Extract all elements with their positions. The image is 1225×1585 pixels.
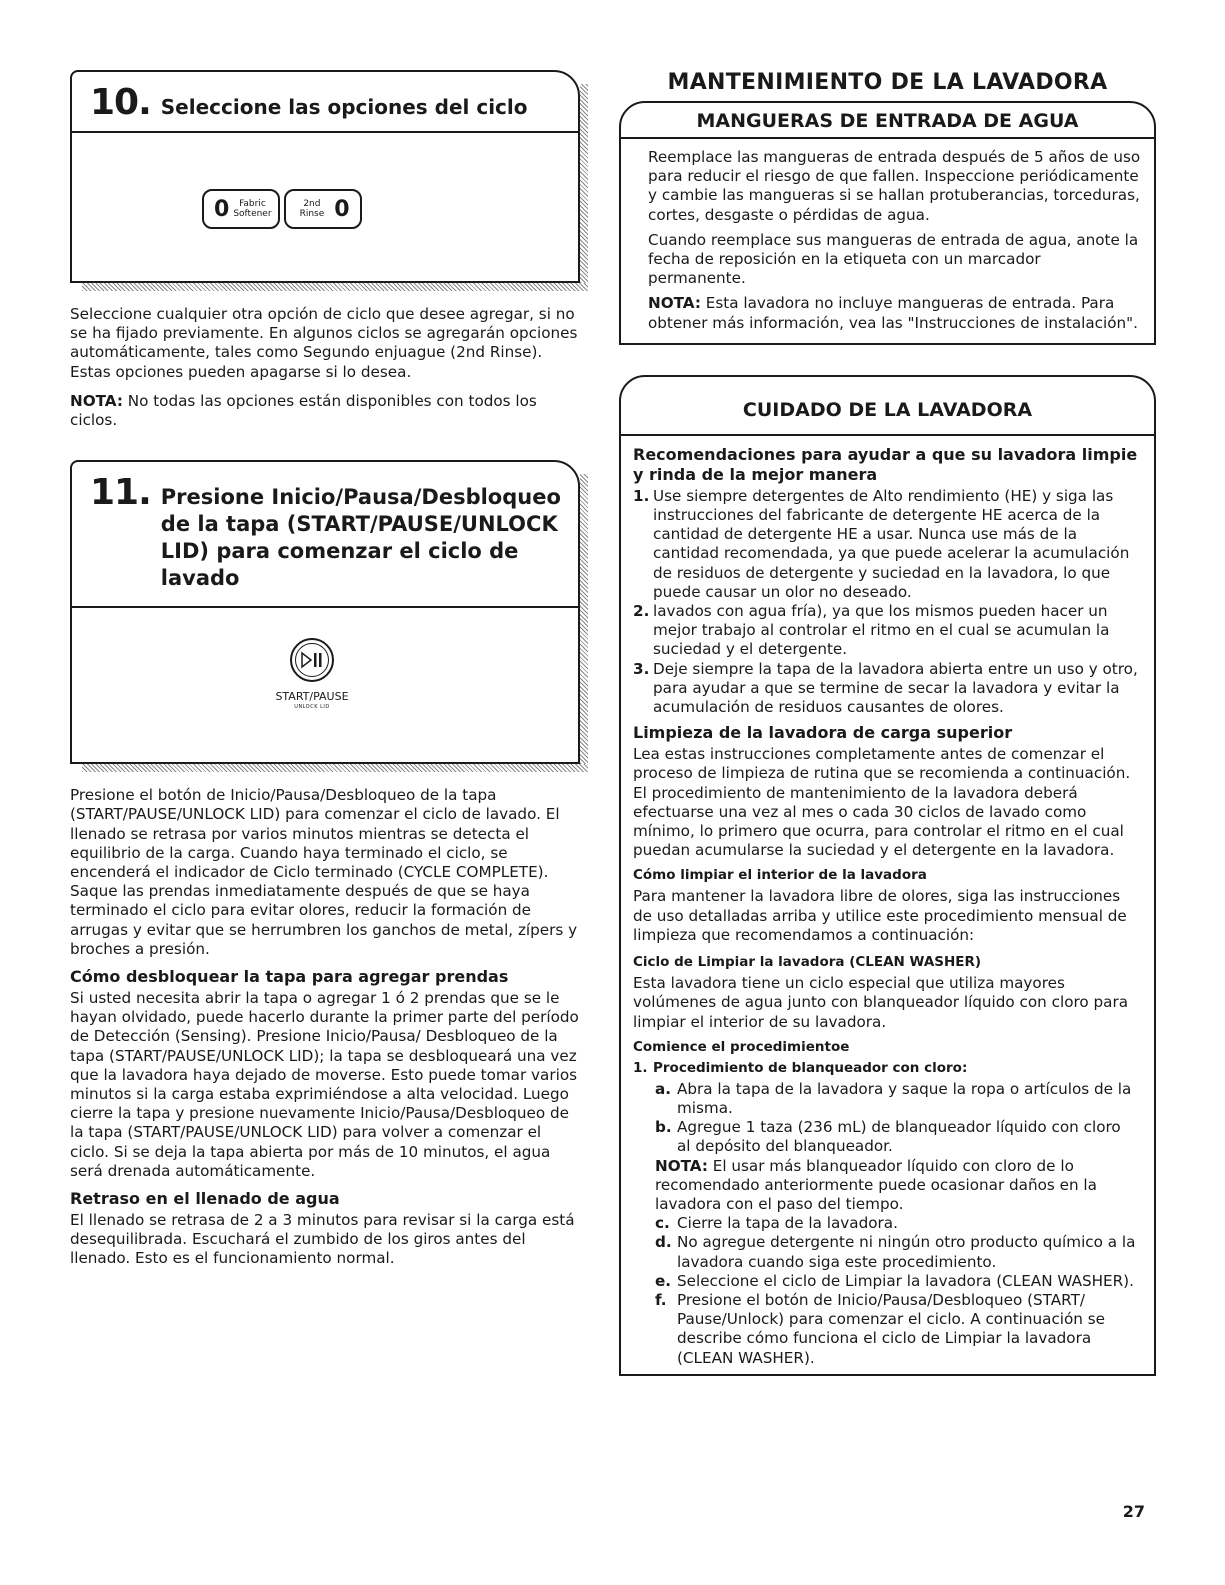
box-shadow [580, 474, 588, 772]
list-item: f. Presione el botón de Inicio/Pausa/Desbloqueo (START/ Pause/Unlock) para comenzar el ciclo. A continuación se describe cómo funciona el ciclo de Limpiar la lavadora (CLEAN WASHER). [655, 1290, 1106, 1367]
delay-heading: Retraso en el llenado de agua [70, 1189, 340, 1209]
step-10-header [72, 72, 578, 133]
right-column [619, 70, 1156, 1376]
left-column [70, 70, 580, 1269]
list-item: b. Agregue 1 taza (236 mL) de blanqueador líquido con cloro al depósito del blanqueador. [655, 1118, 1121, 1156]
box-shadow [82, 764, 588, 772]
list-item: c. Cierre la tapa de la lavadora. [655, 1214, 898, 1233]
bleach-steps-list-2 [633, 1214, 1138, 1368]
start-pause-button[interactable] [290, 638, 334, 682]
list-item: e. Seleccione el ciclo de Limpiar la lavadora (CLEAN WASHER). [655, 1271, 1134, 1290]
unlock-heading: Cómo desbloquear la tapa para agregar prendas [70, 967, 509, 987]
unlock-lid-sublabel: UNLOCK LID [294, 704, 330, 711]
list-item: 1. Use siempre detergentes de Alto rendimiento (HE) y siga las instrucciones del fabricante de detergente HE acerca de la cantidad de detergente HE a usar. Nunca use más de la cantidad recomendada, ya que puede acelerar la acumulación de residuos de detergente y suciedad en la lavadora, lo que puede causar un olor no deseado. [633, 486, 1130, 601]
second-rinse-label-1: 2nd [303, 199, 321, 209]
note-text: El usar más blanqueador líquido con cloro de lo recomendado anteriormente puede ocasionar daños en la lavadora con el paso del tiempo. [655, 1156, 1097, 1213]
step-10-box [70, 70, 580, 283]
step-11-illustration [72, 608, 578, 762]
step-10-paragraph: Seleccione cualquier otra opción de ciclo que desee agregar, si no se ha fijado previamente. En algunos ciclos se agregarán opciones automáticamente, tales como Segundo enjuague (2nd Rinse). Estas opciones pueden apagarse si lo desea. [70, 305, 578, 381]
step-10-illustration [72, 133, 578, 281]
cleaning-heading: Limpieza de la lavadora de carga superior [633, 723, 1013, 743]
step-11-number: 11. [90, 472, 151, 514]
second-rinse-label-2: Rinse [299, 209, 325, 219]
step-10-note [70, 392, 580, 430]
bleach-heading: 1. Procedimiento de blanqueador con cloro: [633, 1059, 968, 1076]
second-rinse-button[interactable] [284, 189, 362, 229]
recommendations-list [633, 487, 1138, 717]
recommendations-heading: Recomendaciones para ayudar a que su lavadora limpie y rinda de la mejor manera [633, 444, 1138, 484]
box-shadow [580, 84, 588, 291]
unlock-paragraph: Si usted necesita abrir la tapa o agregar 1 ó 2 prendas que se le hayan olvidado, puede hacerlo durante la primer parte del período de Detección (Sensing). Presione Inicio/Pausa/ Desbloqueo de la tapa (START/PAUSE/UNLOCK LID); la tapa se desbloqueará una vez que la lavadora haya dejado de moverse. Esto puede tomar varios minutos si la carga estaba exprimiéndose a alta velocidad. Luego cierre la tapa y presione nuevamente Inicio/Pausa/Desbloqueo de la tapa (START/PAUSE/UNLOCK LID) para volver a comenzar el ciclo. Si se deja la tapa abierta por más de 10 minutos, el agua será drenada automáticamente. [70, 989, 579, 1180]
bleach-steps-list [633, 1080, 1138, 1157]
step-11-header [72, 462, 578, 608]
list-item: 3. Deje siempre la tapa de la lavadora abierta entre un uso y otro, para ayudar a que se termine de secar la lavadora y evitar la acumulación de residuos causantes de olores. [633, 659, 1138, 717]
hoses-panel [619, 101, 1156, 345]
care-panel [619, 375, 1156, 1376]
step-10-title: Seleccione las opciones del ciclo [160, 95, 528, 119]
note-label: NOTA: [648, 294, 701, 313]
page-number: 27 [1122, 1502, 1145, 1521]
bleach-note [633, 1157, 1138, 1215]
clean-cycle-heading: Ciclo de Limpiar la lavadora (CLEAN WASHER) [633, 954, 982, 971]
interior-heading: Cómo limpiar el interior de la lavadora [633, 867, 927, 884]
fabric-softener-led: 0 [214, 196, 230, 222]
delay-paragraph: El llenado se retrasa de 2 a 3 minutos para revisar si la carga está desequilibrada. Escuchará el zumbido de los giros antes del llenado. Esto es el funcionamiento normal. [70, 1211, 575, 1268]
care-title: CUIDADO DE LA LAVADORA [621, 377, 1154, 436]
begin-heading: Comience el procedimientoe [633, 1038, 850, 1055]
step-11-paragraph: Presione el botón de Inicio/Pausa/Desbloqueo de la tapa (START/PAUSE/UNLOCK LID) para comenzar el ciclo de lavado. El llenado se retrasa por varios minutos mientras se detecta el equilibrio de la carga. Cuando haya terminado el ciclo, se encenderá el indicador de Ciclo terminado (CYCLE COMPLETE). Saque las prendas inmediatamente después de que se haya terminado el ciclo para evitar olores, reducir la formación de arrugas y evitar que se herrumbren los ganchos de metal, zípers y broches a presión. [70, 786, 578, 958]
step-11-title: Presione Inicio/Pausa/Desbloqueo de la tapa (START/PAUSE/UNLOCK LID) para comenzar el ciclo de lavado [160, 485, 561, 591]
fabric-softener-button[interactable] [202, 189, 280, 229]
step-10-number: 10. [90, 82, 151, 123]
hoses-note [648, 294, 1142, 332]
list-item: a. Abra la tapa de la lavadora y saque la ropa o artículos de la misma. [655, 1079, 1132, 1117]
clean-cycle-paragraph: Esta lavadora tiene un ciclo especial que utiliza mayores volúmenes de agua junto con blanqueador líquido con cloro para limpiar el interior de su lavadora. [633, 974, 1129, 1031]
hoses-paragraph-1: Reemplace las mangueras de entrada después de 5 años de uso para reducir el riesgo de que fallen. Inspeccione periódicamente y cambie las mangueras si se hallan protuberancias, torceduras, cortes, desgaste o pérdidas de agua. [648, 148, 1141, 224]
note-text: No todas las opciones están disponibles con todos los ciclos. [70, 391, 537, 430]
hoses-title: MANGUERAS DE ENTRADA DE AGUA [621, 103, 1154, 139]
list-item: d. No agregue detergente ni ningún otro producto químico a la lavadora cuando siga este procedimiento. [655, 1233, 1136, 1271]
cleaning-paragraph: Lea estas instrucciones completamente antes de comenzar el proceso de limpieza de rutina que se recomienda a continuación. El procedimiento de mantenimiento de la lavadora deberá efectuarse una vez al mes o cada 30 ciclos de lavado como mínimo, lo primero que ocurra, para controlar el ritmo en el cual puedan acumularse la suciedad y el detergente en la lavadora. [633, 745, 1131, 860]
option-buttons [202, 189, 362, 229]
note-text: Esta lavadora no incluye mangueras de entrada. Para obtener más información, vea las "Instrucciones de instalación". [648, 294, 1138, 332]
note-label: NOTA: [655, 1156, 708, 1175]
fabric-softener-label-2: Softener [233, 209, 272, 219]
play-pause-icon [300, 651, 324, 669]
second-rinse-led: 0 [334, 196, 350, 222]
start-pause-label: START/PAUSE [275, 690, 349, 704]
fabric-softener-label-1: Fabric [239, 199, 266, 209]
interior-paragraph: Para mantener la lavadora libre de olores, siga las instrucciones de uso detalladas arriba y utilice este procedimiento mensual de limpieza que recomendamos a continuación: [633, 887, 1127, 944]
step-11-box [70, 460, 580, 764]
note-label: NOTA: [70, 391, 123, 410]
hoses-paragraph-2: Cuando reemplace sus mangueras de entrada de agua, anote la fecha de reposición en la etiqueta con un marcador permanente. [648, 230, 1139, 288]
list-item: 2. lavados con agua fría), ya que los mismos pueden hacer un mejor trabajo al controlar el ritmo en el cual se acumulan la suciedad y el detergente. [633, 602, 1110, 659]
box-shadow [82, 283, 588, 291]
maintenance-title: MANTENIMIENTO DE LA LAVADORA [667, 70, 1108, 95]
